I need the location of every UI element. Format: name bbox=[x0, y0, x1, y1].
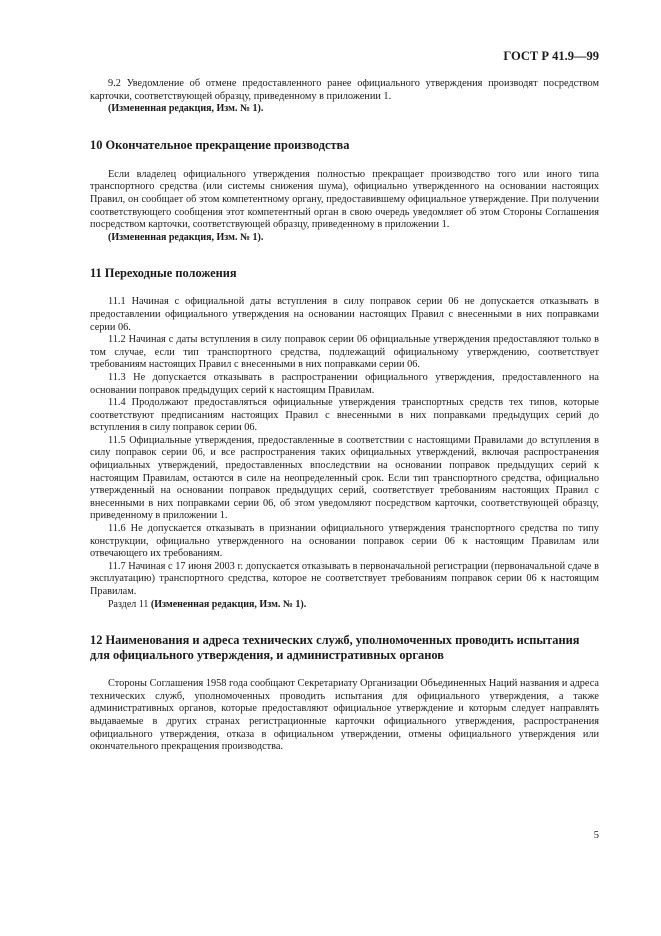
section-reference: Раздел 11 bbox=[108, 598, 149, 610]
page-number: 5 bbox=[593, 830, 599, 841]
paragraph-11-3: 11.3 Не допускается отказывать в распространении официального утверждения, предоставленного на основании поправок предыдущих серий к настоящим Правилам. bbox=[90, 371, 599, 396]
paragraph-11-1: 11.1 Начиная с официальной даты вступления в силу поправок серии 06 не допускается отказывать в предоставлении официального утверждения на основании настоящих Правил с внесенными в них поправками серии 06. bbox=[90, 296, 599, 333]
paragraph-9-2: 9.2 Уведомление об отмене предоставленного ранее официального утверждения производят посредством карточки, соответствующей образцу, приведенному в приложении 1. bbox=[90, 78, 599, 102]
paragraph-11-7: 11.7 Начиная с 17 июня 2003 г. допускается отказывать в первоначальной регистрации (первоначальной сдаче в эксплуатацию) транспортного средства, которое не соответствует требованиям поправок серии 06 к настоящим Правилам. bbox=[90, 560, 599, 597]
amendment-note bbox=[90, 599, 599, 612]
amendment-note-text: (Измененная редакция, Изм. № 1). bbox=[150, 598, 307, 610]
paragraph-11-4: 11.4 Продолжают предоставляться официальные утверждения транспортных средств тех типов, которые соответствуют предписаниям настоящих Правил с внесенными в них поправками предыдущих серий до вступления в силу поправок серии 06. bbox=[90, 397, 599, 434]
section-10-heading: 10 Окончательное прекращение производства bbox=[90, 137, 350, 152]
paragraph-11-2: 11.2 Начиная с даты вступления в силу поправок серии 06 официальные утверждения предоставляют только в том случае, если тип транспортного средства, подлежащий официальному утверждению, соответствует требованиям настоящих Правил с внесенными в них поправками серии 06. bbox=[90, 334, 599, 371]
paragraph-11-5: 11.5 Официальные утверждения, предоставленные в соответствии с настоящими Правилами до вступления в силу поправок серии 06, и все распространения таких официальных утверждений, включая распространения официальных утверждений, предоставленных впоследствии на основании поправок предыдущих серий к настоящим Правилам, остаются в силе на неопределенный срок. Если тип транспортного средства, официально утвержденный на основании поправок предыдущих серий, соответствует требованиям настоящих Правил с внесенными в них поправками серии 06, об этом уведомляют посредством карточки, соответствующей образцу, приведенному в приложении 1. bbox=[90, 434, 599, 522]
document-code: ГОСТ Р 41.9—99 bbox=[503, 49, 599, 63]
amendment-note: (Измененная редакция, Изм. № 1). bbox=[108, 231, 264, 243]
amendment-note: (Измененная редакция, Изм. № 1). bbox=[108, 103, 264, 115]
section-12-heading: 12 Наименования и адреса технических служб, уполномоченных проводить испытания для официального утверждения, и административных органов bbox=[90, 633, 580, 663]
paragraph-12: Стороны Соглашения 1958 года сообщают Секретариату Организации Объединенных Наций названия и адреса технических служб, уполномоченных проводить испытания для официального утверждения, а также административных органов, которые предоставляют официальное утверждение и которым следует направлять выдаваемые в других странах регистрационные карточки официального утверждения, распространения официального утверждения, отказа в официальном утверждении, отмены официального утверждения или окончательного прекращения производства. bbox=[90, 678, 599, 753]
paragraph-11-6: 11.6 Не допускается отказывать в признании официального утверждения транспортного средства по типу конструкции, официально утвержденного на основании поправок серии 06 к настоящим Правилам или отвечающего их требованиям. bbox=[90, 523, 599, 560]
paragraph-10: Если владелец официального утверждения полностью прекращает производство того или иного типа транспортного средства (или системы снижения шума), официально утвержденного на основании настоящих Правил, он сообщает об этом компетентному органу, предоставившему официальное утверждение. При получении соответствующего сообщения этот компетентный орган в свою очередь уведомляет об этом Стороны Соглашения посредством карточки, соответствующей образцу, приведенному в приложении 1. bbox=[90, 168, 599, 231]
page-body bbox=[90, 78, 599, 754]
section-11-heading: 11 Переходные положения bbox=[90, 266, 237, 281]
